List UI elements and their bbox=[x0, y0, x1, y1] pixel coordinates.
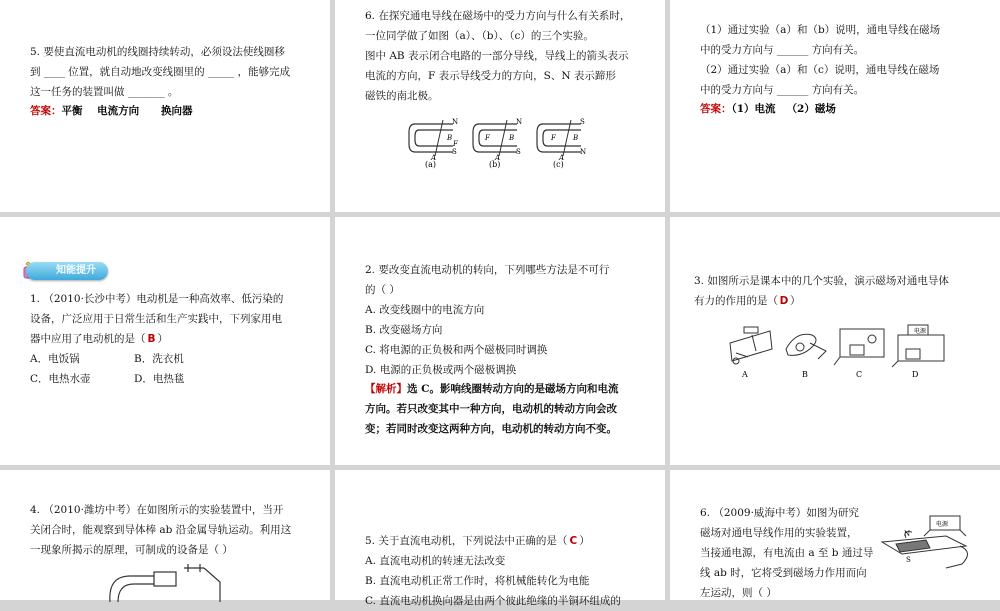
caption-c: (c) bbox=[553, 160, 564, 169]
answer-text: 平衡 电流方向 换向器 bbox=[61, 105, 193, 117]
svg-text:B: B bbox=[573, 134, 579, 142]
option-d: D．电热毯 bbox=[134, 373, 185, 385]
question-5-line-3: 这一任务的装置叫做 _______ 。 bbox=[30, 86, 179, 98]
caption-a: (a) bbox=[425, 160, 437, 169]
slide-panel-8 bbox=[335, 470, 665, 607]
magnet-experiment-figure bbox=[405, 116, 605, 168]
svg-text:A: A bbox=[559, 154, 565, 162]
svg-text:A: A bbox=[495, 154, 501, 162]
question-6-line-2: 磁场对通电导线作用的实验装置， bbox=[700, 527, 858, 539]
option-a: A. 改变线圈中的电流方向 bbox=[365, 304, 485, 316]
option-a: A. 直流电动机的转速无法改变 bbox=[365, 555, 506, 567]
svg-text:F: F bbox=[485, 134, 490, 142]
slide-panel-5 bbox=[335, 217, 665, 465]
question-5-close: ） bbox=[579, 535, 590, 547]
option-d: D. 电源的正负极或两个磁极调换 bbox=[365, 364, 517, 376]
question-5-line-1 bbox=[365, 531, 590, 551]
question-3-close: ） bbox=[790, 295, 801, 307]
question-3-line-2 bbox=[694, 291, 801, 311]
answer-line bbox=[30, 101, 193, 121]
analysis-line-1 bbox=[365, 379, 619, 399]
svg-text:N: N bbox=[580, 148, 587, 156]
magnet-rail-figure bbox=[876, 512, 974, 578]
question-6-line-4: 线 ab 时，它将受到磁场力作用而向 bbox=[700, 567, 867, 579]
label-a: A bbox=[742, 370, 748, 379]
analysis-line-3: 变；若同时改变这两种方向，电动机的转动方向不变。 bbox=[365, 423, 617, 435]
svg-text:B: B bbox=[447, 134, 453, 142]
analysis-label: 【解析】 bbox=[365, 383, 407, 395]
question-3-line-2-text: 有力的作用的是（ bbox=[694, 295, 778, 307]
svg-text:N: N bbox=[452, 118, 459, 126]
answer-mark: B bbox=[147, 333, 156, 345]
question-6-line-1: 6. （2009·威海中考）如图为研究 bbox=[700, 507, 859, 519]
option-a: A．电饭锅 bbox=[30, 353, 80, 365]
sub-question-2-line-1: （2）通过实验（a）和（c）说明，通电导线在磁场 bbox=[700, 64, 940, 76]
question-2-line-1: 2. 要改变直流电动机的转向，下列哪些方法是不可行 bbox=[365, 264, 610, 276]
south-pole-label: S bbox=[906, 556, 911, 564]
question-6-line-5: 左运动，则（ ） bbox=[700, 587, 777, 599]
answer-line bbox=[700, 99, 836, 119]
question-6-line-2: 一位同学做了如图（a）、（b）、（c）的三个实验。 bbox=[365, 30, 594, 42]
svg-text:F: F bbox=[453, 140, 458, 148]
question-5-line-1: 5. 要使直流电动机的线圈持续转动，必须设法使线圈移 bbox=[30, 46, 285, 58]
experiment-b-figure bbox=[786, 334, 826, 359]
slide-panel-9 bbox=[670, 470, 1000, 600]
slide-panel-1 bbox=[0, 0, 330, 212]
svg-text:F: F bbox=[551, 134, 556, 142]
question-4-line-2: 关闭合时，能观察到导体棒 ab 沿金属导轨运动。利用这 bbox=[30, 524, 292, 536]
rail-experiment-figure bbox=[104, 562, 234, 602]
sub-question-1-line-1: （1）通过实验（a）和（b）说明，通电导线在磁场 bbox=[700, 24, 941, 36]
svg-text:S: S bbox=[516, 148, 521, 156]
answer-mark: D bbox=[779, 295, 789, 307]
question-2-line-2: 的（ ） bbox=[365, 284, 400, 296]
svg-text:S: S bbox=[580, 118, 585, 126]
slide-panel-3 bbox=[670, 0, 1000, 212]
north-pole-label: N bbox=[904, 530, 911, 538]
experiment-c-figure bbox=[834, 329, 884, 365]
answer-text: （1）电流 （2）磁场 bbox=[731, 103, 836, 115]
question-6-line-3: 当接通电源，有电流由 a 至 b 通过导 bbox=[700, 547, 874, 559]
experiments-figure bbox=[722, 321, 952, 381]
question-1-line-3-text: 器中应用了电动机的是（ bbox=[30, 333, 146, 345]
caption-b: (b) bbox=[489, 160, 501, 169]
svg-text:S: S bbox=[452, 148, 457, 156]
question-1-line-2: 设备，广泛应用于日常生活和生产实践中，下列家用电 bbox=[30, 313, 282, 325]
svg-text:A: A bbox=[431, 154, 437, 162]
slide-panel-6 bbox=[670, 217, 1000, 465]
answer-mark: C bbox=[569, 535, 578, 547]
sub-question-2-line-2: 中的受力方向与 ______ 方向有关。 bbox=[700, 84, 865, 96]
slide-panel-2 bbox=[335, 0, 665, 212]
option-c: C. 将电源的正负极和两个磁极同时调换 bbox=[365, 344, 548, 356]
label-b: B bbox=[802, 370, 808, 379]
option-c: C. 直流电动机换向器是由两个彼此绝缘的半铜环组成的 bbox=[365, 595, 621, 607]
question-6-line-1: 6. 在探究通电导线在磁场中的受力方向与什么有关系时， bbox=[365, 10, 631, 22]
question-5-line-2: 到 ____ 位置，就自动地改变线圈里的 _____ ，能够完成 bbox=[30, 66, 291, 78]
question-4-line-1: 4. （2010·潍坊中考）在如图所示的实验装置中，当开 bbox=[30, 504, 284, 516]
experiment-a-figure bbox=[730, 327, 772, 364]
option-b: B. 改变磁场方向 bbox=[365, 324, 443, 336]
question-1-line-1: 1. （2010·长沙中考）电动机是一种高效率、低污染的 bbox=[30, 293, 284, 305]
question-4-line-3: 一现象所揭示的原理，可制成的设备是（ ） bbox=[30, 544, 233, 556]
question-6-line-4: 电流的方向，F 表示导线受力的方向，S、N 表示蹄形 bbox=[365, 70, 616, 82]
answer-label: 答案： bbox=[700, 103, 732, 115]
power-label: 电源 bbox=[936, 521, 949, 528]
section-badge: 知能提升 bbox=[26, 262, 108, 280]
option-b: B. 直流电动机正常工作时，将机械能转化为电能 bbox=[365, 575, 590, 587]
sub-question-1-line-2: 中的受力方向与 ______ 方向有关。 bbox=[700, 44, 865, 56]
label-d: D bbox=[912, 370, 919, 379]
question-3-line-1: 3. 如图所示是课本中的几个实验，演示磁场对通电导体 bbox=[694, 275, 949, 287]
svg-text:N: N bbox=[516, 118, 523, 126]
analysis-line-2: 方向。若只改变其中一种方向，电动机的转动方向会改 bbox=[365, 403, 617, 415]
svg-text:B: B bbox=[509, 134, 515, 142]
question-6-line-5: 磁铁的南北极。 bbox=[365, 90, 439, 102]
answer-label: 答案： bbox=[30, 105, 62, 117]
question-1-close: ） bbox=[157, 333, 168, 345]
analysis-text-1: 选 C。影响线圈转动方向的是磁场方向和电流 bbox=[407, 383, 619, 395]
power-label: 电源 bbox=[914, 328, 927, 335]
question-1-line-3 bbox=[30, 329, 168, 349]
question-5-text: 5. 关于直流电动机，下列说法中正确的是（ bbox=[365, 535, 568, 547]
option-c: C．电热水壶 bbox=[30, 373, 91, 385]
slide-panel-7 bbox=[0, 470, 330, 600]
label-c: C bbox=[856, 370, 863, 379]
question-6-line-3: 图中 AB 表示闭合电路的一部分导线，导线上的箭头表示 bbox=[365, 50, 629, 62]
option-b: B．洗衣机 bbox=[134, 353, 184, 365]
